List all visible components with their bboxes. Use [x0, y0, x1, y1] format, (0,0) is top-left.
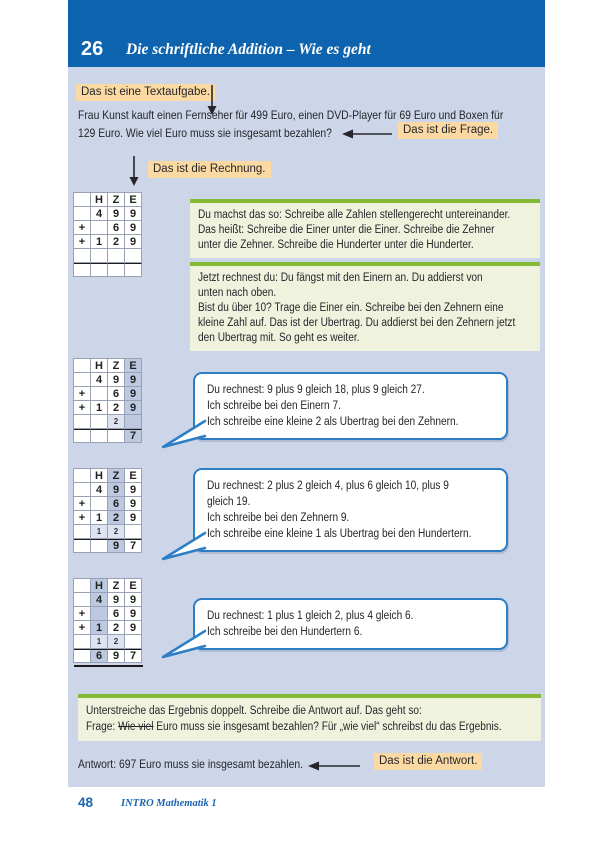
table-cell: 4	[91, 207, 108, 221]
speech-bubble-1	[193, 372, 508, 440]
addition-table-4	[73, 578, 142, 663]
table-cell: 9	[125, 401, 142, 415]
table-cell	[108, 263, 125, 277]
table-cell: H	[91, 579, 108, 593]
table-cell: 4	[91, 483, 108, 497]
unit-title: Die schriftliche Addition – Wie es geht	[126, 41, 371, 58]
table-cell	[108, 429, 125, 443]
bubble-tail-icon	[159, 529, 209, 563]
table-cell	[74, 263, 91, 277]
table-cell	[74, 539, 91, 553]
table-cell	[74, 593, 91, 607]
text-line: Ich schreibe bei den Einern 7.	[207, 400, 341, 412]
instruction-box-2	[190, 262, 540, 351]
text-line: Du rechnest: 2 plus 2 gleich 4, plus 6 gleich 10, plus 9	[207, 480, 449, 492]
table-cell: E	[125, 469, 142, 483]
struck-question-words: Wie viel	[118, 720, 154, 733]
table-cell: Z	[108, 579, 125, 593]
table-cell: Z	[108, 469, 125, 483]
table-cell: 7	[125, 539, 142, 553]
addition-table-3	[73, 468, 142, 553]
summary-box	[78, 694, 541, 741]
text-line: gleich 19.	[207, 496, 251, 508]
text-line: Du machst das so: Schreibe alle Zahlen stellengerecht untereinander.	[198, 209, 511, 221]
table-cell: 4	[91, 373, 108, 387]
callout-antwort: Das ist die Antwort.	[374, 753, 482, 770]
table-cell: +	[74, 235, 91, 249]
unit-number: 26	[81, 38, 104, 60]
table-cell	[91, 249, 108, 263]
table-cell: +	[74, 497, 91, 511]
table-cell	[108, 249, 125, 263]
table-cell: 9	[125, 511, 142, 525]
table-cell	[74, 483, 91, 497]
table-cell: 6	[108, 387, 125, 401]
table-cell: 9	[125, 593, 142, 607]
table-cell: 9	[108, 207, 125, 221]
summary-line-1: Unterstreiche das Ergebnis doppelt. Schreibe die Antwort auf. Das geht so:	[86, 705, 422, 717]
page-sheet	[68, 0, 545, 787]
addition-table-1	[73, 192, 142, 277]
table-cell: 9	[125, 483, 142, 497]
answer-text: Antwort: 697 Euro muss sie insgesamt bezahlen.	[78, 757, 304, 771]
table-cell: 1	[91, 511, 108, 525]
table-cell	[74, 429, 91, 443]
arrow-down-icon	[128, 156, 140, 186]
table-cell	[125, 263, 142, 277]
table-cell: 1	[91, 525, 108, 539]
table-cell: 9	[108, 373, 125, 387]
table-cell: 9	[108, 539, 125, 553]
table-cell: 9	[125, 221, 142, 235]
table-cell: Z	[108, 193, 125, 207]
text-line: Bist du über 10? Trage die Einer ein. Schreibe bei den Zehnern eine	[198, 302, 504, 314]
table-cell: 9	[125, 207, 142, 221]
text-line: Jetzt rechnest du: Du fängst mit den Einern an. Du addierst von	[198, 272, 483, 284]
table-cell	[91, 607, 108, 621]
table-cell: 1	[91, 621, 108, 635]
table-cell: H	[91, 469, 108, 483]
table-cell: E	[125, 359, 142, 373]
table-cell	[91, 263, 108, 277]
text-line: Du rechnest: 9 plus 9 gleich 18, plus 9 gleich 27.	[207, 384, 425, 396]
table-cell: 9	[108, 483, 125, 497]
table-cell: 9	[125, 387, 142, 401]
table-cell	[74, 373, 91, 387]
table-cell: 7	[125, 649, 142, 663]
table-cell	[91, 539, 108, 553]
text-line: den Übertrag mit. So geht es weiter.	[198, 332, 360, 344]
speech-bubble-3	[193, 598, 508, 650]
table-cell: +	[74, 221, 91, 235]
table-cell: 1	[91, 401, 108, 415]
table-cell: +	[74, 401, 91, 415]
table-cell: Z	[108, 359, 125, 373]
table-cell	[91, 415, 108, 429]
callout-rechnung: Das ist die Rechnung.	[148, 161, 271, 178]
table-cell: +	[74, 387, 91, 401]
text-line: unten nach oben.	[198, 287, 277, 299]
callout-textaufgabe: Das ist eine Textaufgabe.	[76, 84, 215, 101]
table-cell: E	[125, 193, 142, 207]
table-cell	[74, 207, 91, 221]
table-cell: 1	[91, 235, 108, 249]
table-cell: 2	[108, 415, 125, 429]
text-line: Du rechnest: 1 plus 1 gleich 2, plus 4 gleich 6.	[207, 610, 414, 622]
table-cell: 9	[108, 593, 125, 607]
table-cell: 4	[91, 593, 108, 607]
footer-book-title: INTRO Mathematik 1	[121, 798, 217, 809]
table-cell	[91, 429, 108, 443]
table-cell: 7	[125, 429, 142, 443]
table-cell: 6	[91, 649, 108, 663]
table-cell	[125, 525, 142, 539]
table-cell: 6	[108, 221, 125, 235]
table-cell: +	[74, 511, 91, 525]
table-cell	[125, 415, 142, 429]
arrow-left-icon	[340, 128, 394, 140]
table-cell	[91, 497, 108, 511]
problem-text-line-2: 129 Euro. Wie viel Euro muss sie insgesamt bezahlen?	[78, 126, 332, 140]
text-line: Ich schreibe eine kleine 1 als Übertrag bei den Hundertern.	[207, 528, 472, 540]
table-cell: 9	[125, 497, 142, 511]
table-cell: 2	[108, 525, 125, 539]
table-cell: H	[91, 193, 108, 207]
table-cell: 9	[125, 235, 142, 249]
table-cell	[74, 649, 91, 663]
table-cell: 9	[125, 373, 142, 387]
footer-page-number: 48	[78, 795, 94, 810]
table-cell	[74, 249, 91, 263]
table-cell	[125, 635, 142, 649]
problem-text-line-1: Frau Kunst kauft einen Fernseher für 499 Euro, einen DVD-Player für 69 Euro und Boxen für	[78, 108, 504, 122]
table-cell	[125, 249, 142, 263]
instruction-box-1	[190, 199, 540, 258]
table-cell	[74, 193, 91, 207]
table-cell: 9	[125, 621, 142, 635]
table-cell: +	[74, 621, 91, 635]
table-cell: H	[91, 359, 108, 373]
unit-header	[68, 0, 545, 67]
table-cell	[74, 359, 91, 373]
table-cell: 9	[125, 607, 142, 621]
table-cell: 6	[108, 607, 125, 621]
table-cell: 2	[108, 401, 125, 415]
arrow-left-icon	[306, 760, 362, 772]
text-line: Ich schreibe eine kleine 2 als Übertrag bei den Zehnern.	[207, 416, 459, 428]
table-cell	[74, 469, 91, 483]
table-cell: 2	[108, 511, 125, 525]
table-cell	[91, 387, 108, 401]
double-underline	[74, 665, 143, 667]
table-cell: 1	[91, 635, 108, 649]
table-cell	[91, 221, 108, 235]
text-line: unter die Zehner. Schreibe die Hunderter unter die Hunderter.	[198, 239, 474, 251]
table-cell	[74, 415, 91, 429]
table-cell: +	[74, 607, 91, 621]
summary-line-2: Frage: Wie viel Euro muss sie insgesamt bezahlen? Für „wie viel“ schreibst du das Ergebnis.	[86, 720, 502, 733]
text-line: Ich schreibe bei den Hundertern 6.	[207, 626, 363, 638]
table-cell: 2	[108, 621, 125, 635]
bubble-tail-icon	[159, 627, 209, 661]
text-line: kleine Zahl auf. Das ist der Übertrag. Du addierst bei den Zehnern jetzt	[198, 317, 516, 329]
text-line: Ich schreibe bei den Zehnern 9.	[207, 512, 350, 524]
addition-table-2	[73, 358, 142, 443]
table-cell: 2	[108, 235, 125, 249]
speech-bubble-2	[193, 468, 508, 552]
table-cell: 6	[108, 497, 125, 511]
table-cell	[74, 525, 91, 539]
text-line: Das heißt: Schreibe die Einer unter die Einer. Schreibe die Zehner	[198, 224, 495, 236]
table-cell: 9	[108, 649, 125, 663]
table-cell: 2	[108, 635, 125, 649]
bubble-tail-icon	[159, 417, 209, 451]
table-cell: E	[125, 579, 142, 593]
table-cell	[74, 579, 91, 593]
callout-frage: Das ist die Frage.	[398, 122, 498, 139]
table-cell	[74, 635, 91, 649]
